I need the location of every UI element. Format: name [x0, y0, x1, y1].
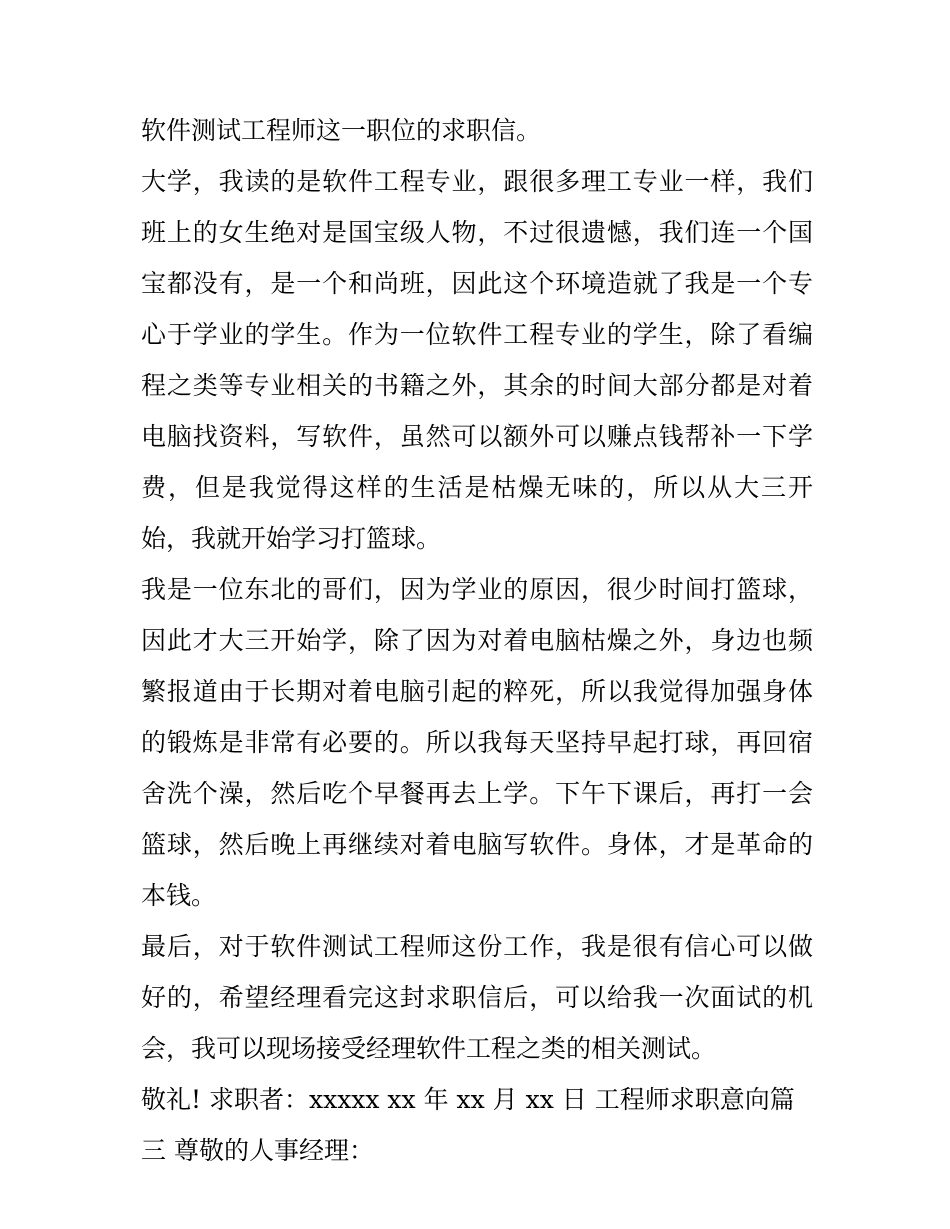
- signoff-line: 敬礼! 求职者：xxxxx xx 年 xx 月 xx 日 工程师求职意向篇三 尊敬的人事经理：: [141, 1085, 795, 1165]
- paragraph-university: 大学，我读的是软件工程专业，跟很多理工专业一样，我们班上的女生绝对是国宝级人物，不过很遗憾，我们连一个国宝都没有，是一个和尚班，因此这个环境造就了我是一个专心于学业的学生。作为一位软件工程专业的学生，除了看编程之类等专业相关的书籍之外，其余的时间大部分都是对着电脑找资料，写软件，虽然可以额外可以赚点钱帮补一下学费，但是我觉得这样的生活是枯燥无味的，所以从大三开始，我就开始学习打篮球。: [141, 167, 813, 553]
- paragraph-basketball: 我是一位东北的哥们，因为学业的原因，很少时间打篮球，因此才大三开始学，除了因为对着电脑枯燥之外，身边也频繁报道由于长期对着电脑引起的粹死，所以我觉得加强身体的锻炼是非常有必要的。所以我每天坚持早起打球，再回宿舍洗个澡，然后吃个早餐再去上学。下午下课后，再打一会篮球，然后晚上再继续对着电脑写软件。身体，才是革命的本钱。: [141, 575, 813, 910]
- paragraph-intro: 软件测试工程师这一职位的求职信。: [141, 116, 542, 145]
- document-body: [141, 105, 813, 1176]
- paragraph-closing: 最后，对于软件测试工程师这份工作，我是很有信心可以做好的，希望经理看完这封求职信后，可以给我一次面试的机会，我可以现场接受经理软件工程之类的相关测试。: [141, 932, 813, 1063]
